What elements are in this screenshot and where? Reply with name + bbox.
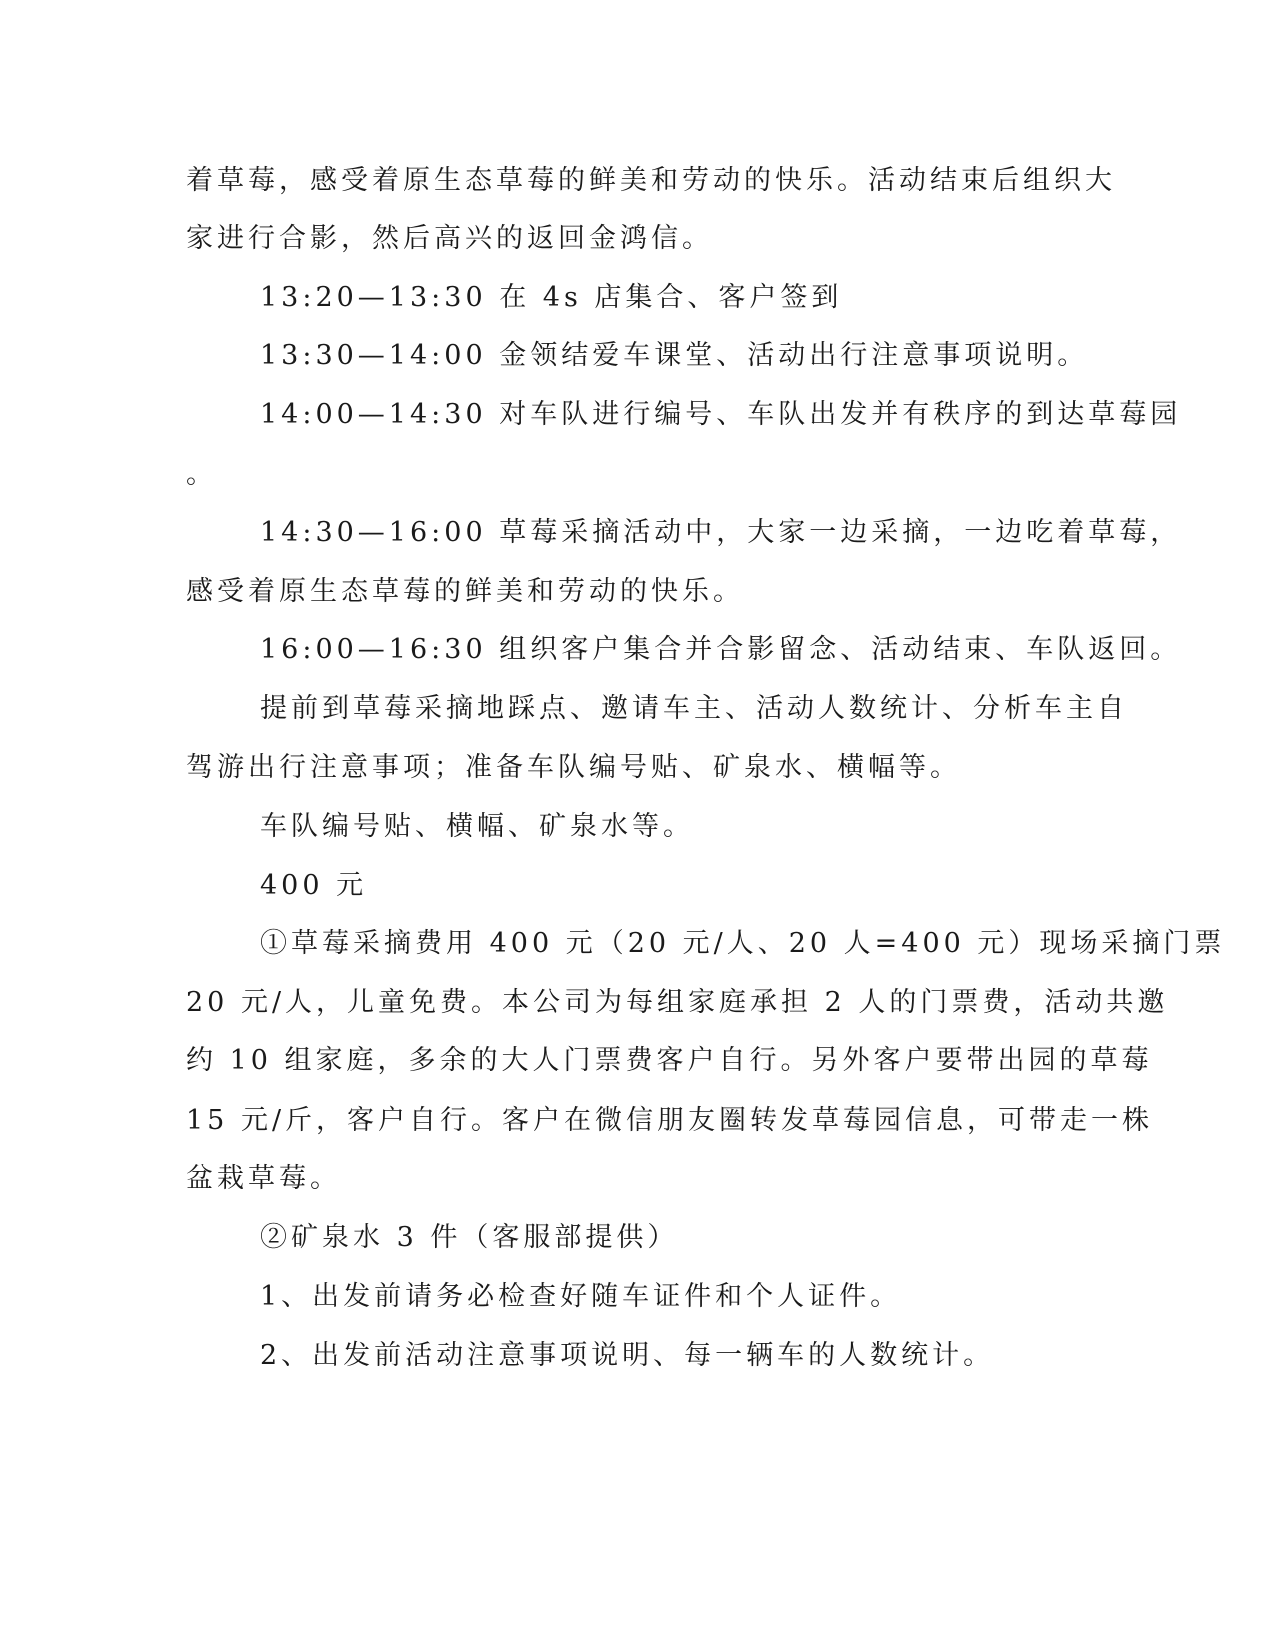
text-line: 感受着原生态草莓的鲜美和劳动的快乐。: [186, 576, 744, 607]
text-line: 。: [186, 459, 217, 490]
schedule-line: 14:30—16:00 草莓采摘活动中，大家一边采摘，一边吃着草莓，: [260, 517, 1182, 548]
schedule-line: 13:30—14:00 金领结爱车课堂、活动出行注意事项说明。: [260, 340, 1089, 371]
schedule-line: 14:00—14:30 对车队进行编号、车队出发并有秩序的到达草莓园: [260, 399, 1182, 430]
text-line: ②矿泉水 3 件（客服部提供）: [260, 1222, 679, 1253]
text-line: 盆栽草莓。: [186, 1163, 341, 1194]
budget-line: 400 元: [260, 870, 368, 901]
schedule-line: 16:00—16:30 组织客户集合并合影留念、活动结束、车队返回。: [260, 634, 1182, 665]
text-line: 15 元/斤，客户自行。客户在微信朋友圈转发草莓园信息，可带走一株: [186, 1105, 1154, 1136]
schedule-line: 13:20—13:30 在 4s 店集合、客户签到: [260, 282, 843, 313]
text-line: 约 10 组家庭，多余的大人门票费客户自行。另外客户要带出园的草莓: [186, 1045, 1153, 1076]
text-line: 驾游出行注意事项；准备车队编号贴、矿泉水、横幅等。: [186, 752, 961, 783]
text-line: 家进行合影，然后高兴的返回金鸿信。: [186, 223, 713, 254]
text-line: 车队编号贴、横幅、矿泉水等。: [260, 811, 694, 842]
notice-line: 2、出发前活动注意事项说明、每一辆车的人数统计。: [260, 1340, 995, 1371]
text-line: ①草莓采摘费用 400 元（20 元/人、20 人=400 元）现场采摘门票: [260, 928, 1226, 959]
text-line: 20 元/人，儿童免费。本公司为每组家庭承担 2 人的门票费，活动共邀: [186, 987, 1169, 1018]
text-line: 提前到草莓采摘地踩点、邀请车主、活动人数统计、分析车主自: [260, 693, 1128, 724]
text-line: 着草莓，感受着原生态草莓的鲜美和劳动的快乐。活动结束后组织大: [186, 165, 1116, 196]
notice-line: 1、出发前请务必检查好随车证件和个人证件。: [260, 1281, 902, 1312]
